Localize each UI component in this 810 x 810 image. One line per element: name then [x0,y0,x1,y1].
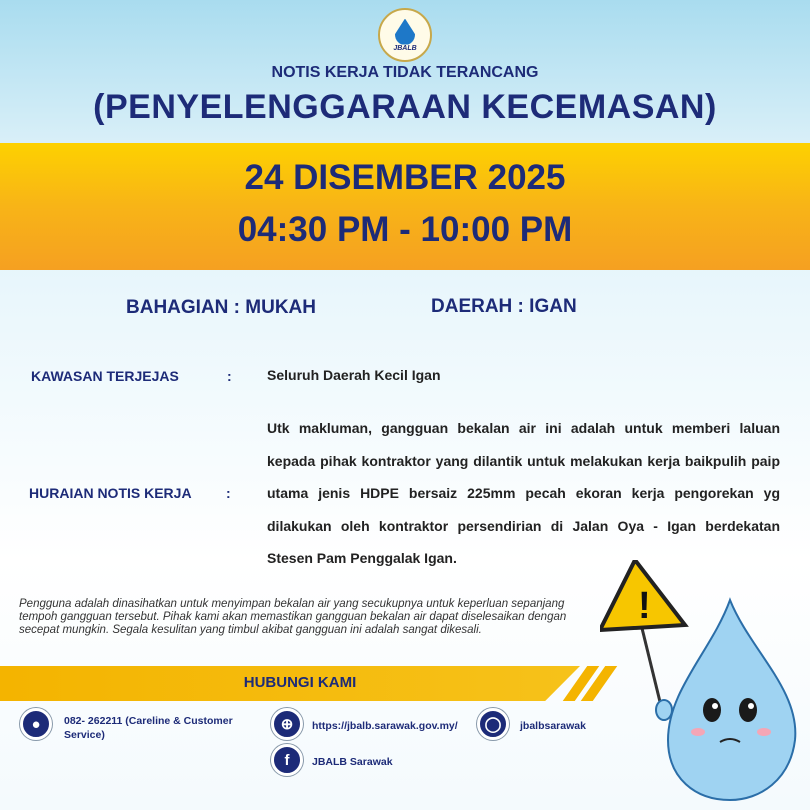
contact-instagram[interactable]: jbalbsarawak [520,720,586,732]
daerah: DAERAH : IGAN [431,296,577,317]
logo-text: JBALB [393,44,417,52]
contact-title: HUBUNGI KAMI [243,674,357,691]
huraian-label: HURAIAN NOTIS KERJA [29,485,192,501]
water-drop-mascot [600,560,810,810]
contact-phone: 082- 262211 (Careline & Customer Service) [64,715,233,741]
schedule-time: 04:30 PM - 10:00 PM [237,210,573,249]
bahagian: BAHAGIAN : MUKAH [126,297,316,318]
instagram-icon: ◯ [477,708,509,740]
globe-icon: ⊕ [271,708,303,740]
jbalb-logo [378,8,432,62]
warning-icon [600,560,685,630]
advice-text: Pengguna adalah dinasihatkan untuk menyimpan bekalan air yang secukupnya untuk keperluan sepanjang tempoh gangguan tersebut. Pihak kami akan memastikan gangguan bekalan air dapat diselesaikan dengan secepat mungkin. Segala kesulitan yang timbul akibat gangguan ini adalah sangat dikesali. [19,598,567,636]
huraian-colon: : [226,485,231,501]
user-icon: ● [20,708,52,740]
kawasan-label: KAWASAN TERJEJAS [31,368,179,384]
contact-facebook[interactable]: JBALB Sarawak [312,756,393,768]
water-drop-icon [395,19,415,45]
notice-subtitle: NOTIS KERJA TIDAK TERANCANG [271,64,539,81]
kawasan-value: Seluruh Daerah Kecil Igan [267,367,441,383]
svg-text:!: ! [638,585,651,627]
schedule-date: 24 DISEMBER 2025 [244,158,566,197]
huraian-value: Utk makluman, gangguan bekalan air ini adalah untuk memberi laluan kepada pihak kontraktor yang dilantik untuk melakukan kerja baikpulih paip utama jenis HDPE bersaiz 225mm pecah ekoran kerja pengorekan yg dilakukan oleh kontraktor persendirian di Jalan Oya - Igan berdekatan Stesen Pam Penggalak Igan. [267,420,780,566]
contact-website[interactable]: https://jbalb.sarawak.gov.my/ [312,720,458,732]
facebook-icon: f [271,744,303,776]
kawasan-colon: : [227,368,232,384]
notice-title: (PENYELENGGARAAN KECEMASAN) [93,88,717,126]
